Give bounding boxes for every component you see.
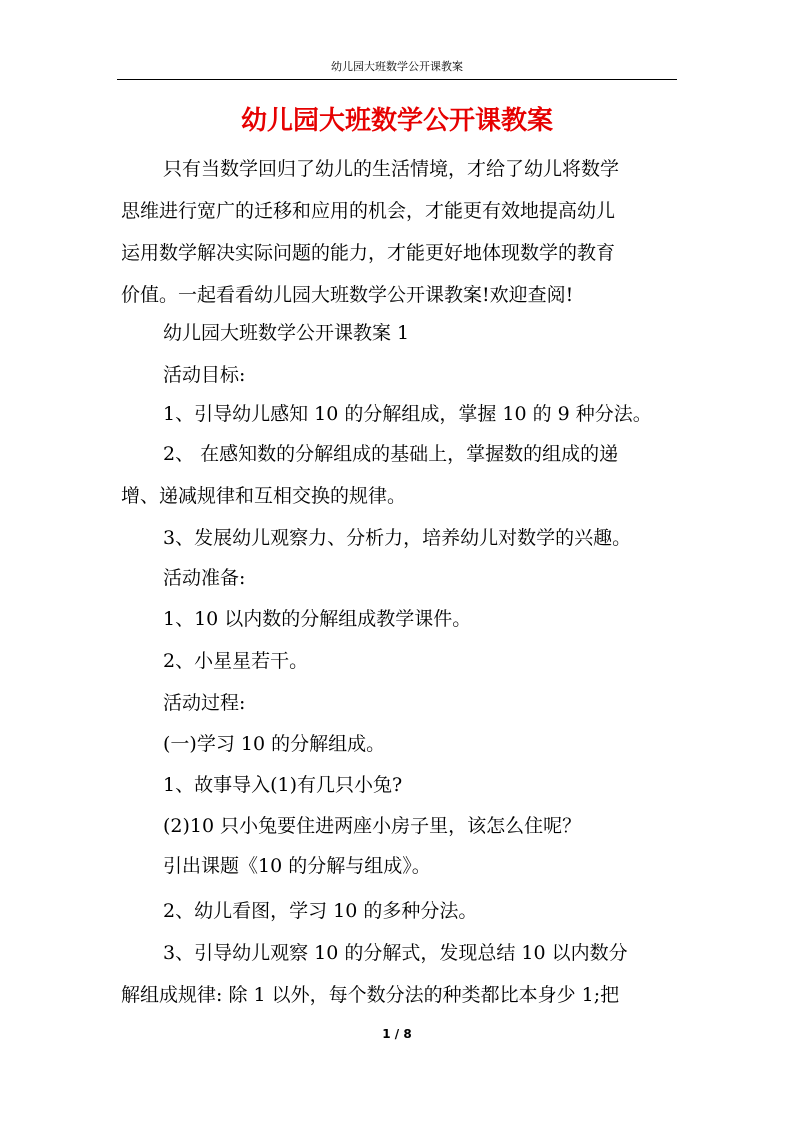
section-title-text: 幼儿园大班数学公开课教案 1: [163, 322, 410, 344]
goals-heading: [121, 354, 681, 396]
intro-line: 运用数学解决实际问题的能力，才能更好地体现数学的教育: [121, 242, 616, 264]
goal-item-2-line: 增、递减规律和互相交换的规律。: [121, 485, 407, 507]
goals-heading-text: 活动目标:: [163, 364, 246, 386]
preparation-item-1: [121, 598, 681, 640]
page-number: 1 / 8: [382, 1027, 412, 1041]
goal-item-3-text: 3、发展幼儿观察力、分析力，培养幼儿对数学的兴趣。: [163, 527, 632, 549]
process-step-1: [121, 764, 681, 806]
process-heading-text: 活动过程:: [163, 692, 246, 714]
goal-item-3: [121, 517, 681, 559]
process-step-1b: [121, 805, 681, 847]
process-step-2-text: 2、幼儿看图，学习 10 的多种分法。: [163, 900, 478, 922]
running-header: 幼儿园大班数学公开课教案: [331, 60, 463, 73]
preparation-item-2-text: 2、小星星若干。: [163, 650, 309, 672]
goal-item-2: [121, 433, 681, 517]
preparation-heading-text: 活动准备:: [163, 567, 246, 589]
document-title: 幼儿园大班数学公开课教案: [240, 106, 553, 136]
process-step-3-line: 解组成规律: 除 1 以外，每个数分法的种类都比本身少 1;把: [121, 984, 620, 1006]
process-step-1-text: 1、故事导入(1)有几只小兔?: [163, 774, 403, 796]
process-step-1c: [121, 845, 681, 887]
process-step-3: [121, 932, 681, 1016]
process-heading: [121, 682, 681, 724]
goal-item-1-text: 1、引导幼儿感知 10 的分解组成，掌握 10 的 9 种分法。: [163, 403, 652, 425]
process-step-heading: [121, 723, 681, 765]
process-step-heading-text: (一)学习 10 的分解组成。: [163, 733, 386, 755]
intro-line: 思维进行宽广的迁移和应用的机会，才能更有效地提高幼儿: [121, 200, 616, 222]
process-step-1b-text: (2)10 只小兔要住进两座小房子里，该怎么住呢？: [163, 815, 582, 837]
goal-item-2-line: 2、 在感知数的分解组成的基础上，掌握数的组成的递: [163, 443, 619, 465]
process-step-3-line: 3、引导幼儿观察 10 的分解式，发现总结 10 以内数分: [163, 942, 628, 964]
goal-item-1: [121, 393, 681, 435]
intro-line: 价值。一起看看幼儿园大班数学公开课教案!欢迎查阅!: [121, 284, 574, 306]
preparation-item-1-text: 1、10 以内数的分解组成教学课件。: [163, 608, 472, 630]
process-step-1c-text: 引出课题《10 的分解与组成》。: [163, 855, 431, 877]
process-step-2: [121, 890, 681, 932]
section-title: [121, 312, 681, 354]
intro-line: 只有当数学回归了幼儿的生活情境，才给了幼儿将数学: [163, 158, 620, 180]
preparation-heading: [121, 557, 681, 599]
preparation-item-2: [121, 640, 681, 682]
header-divider: [117, 79, 677, 80]
intro-paragraph: [121, 148, 681, 316]
